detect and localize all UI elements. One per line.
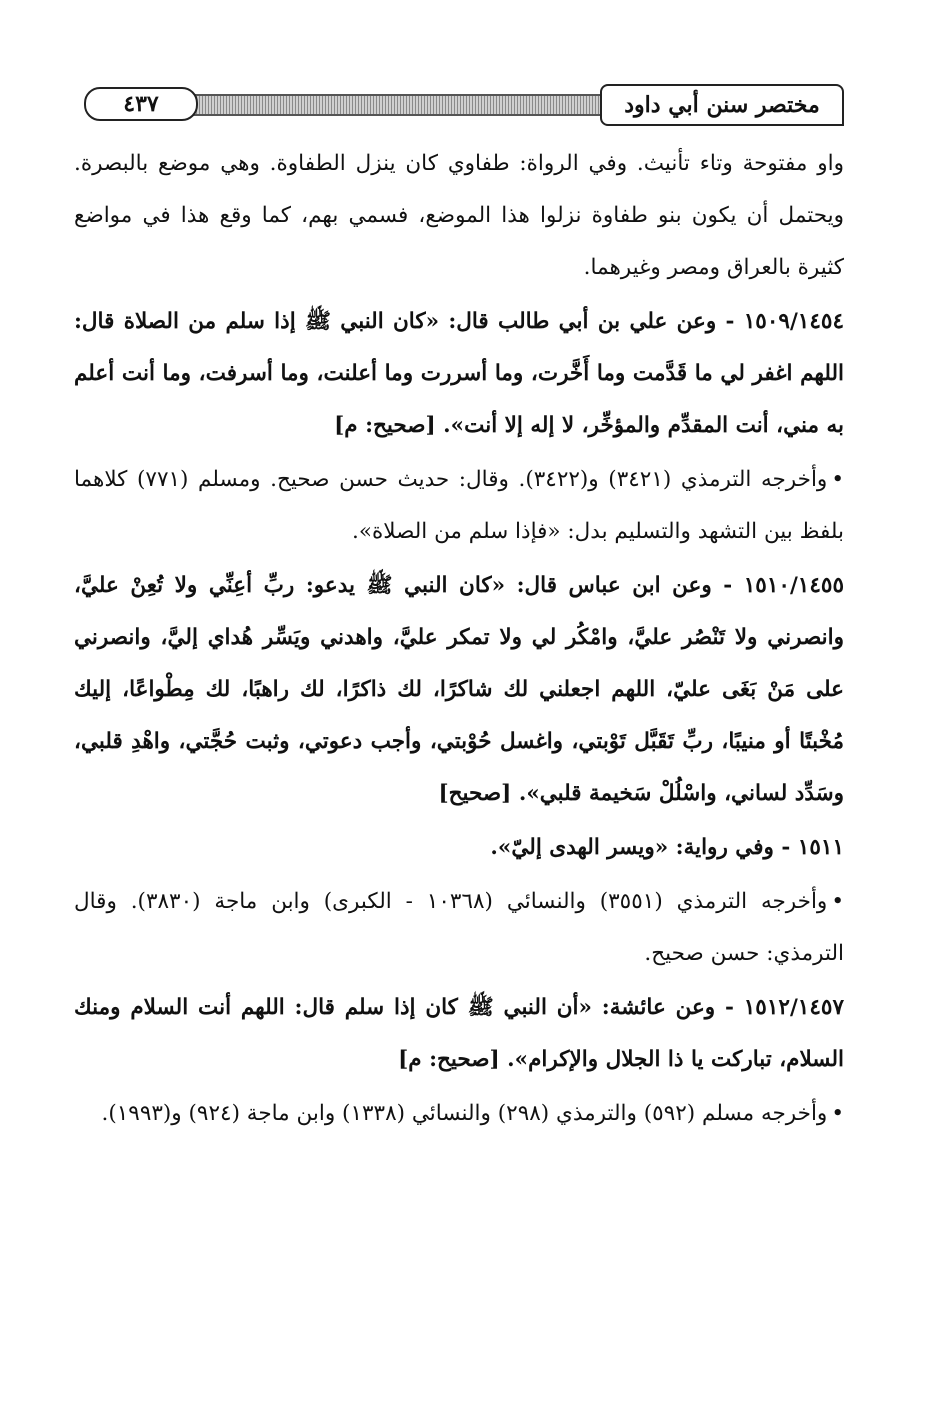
page-header [74,84,844,126]
paragraph-text: ١٥٠٩/١٤٥٤ - وعن علي بن أبي طالب قال: «كان النبي ﷺ إذا سلم من الصلاة قال: اللهم اغفر لي ما قَدَّمت وما أَخَّرت، وما أسررت وما أعلنت، وما أسرفت، وما أنت أعلم به مني، أنت المقدِّم والمؤخِّر، لا إله إلا أنت». [صحيح: م] [74,309,844,438]
commentary-paragraph [74,138,844,294]
bullet-icon: • [831,889,845,914]
bullet-icon: • [831,1101,844,1126]
takhrij-1512 [74,1088,844,1140]
bullet-icon: • [831,467,845,492]
takhrij-1510 [74,876,844,980]
book-title: مختصر سنن أبي داود [600,84,844,126]
paragraph-text: وأخرجه الترمذي (٣٥٥١) والنسائي (١٠٣٦٨ - الكبرى) وابن ماجة (٣٨٣٠). وقال الترمذي: حسن صحيح. [74,889,844,966]
hadith-1511 [74,822,844,874]
paragraph-text: ١٥١٢/١٤٥٧ - وعن عائشة: «أن النبي ﷺ كان إذا سلم قال: اللهم أنت السلام ومنك السلام، تباركت يا ذا الجلال والإكرام». [صحيح: م] [74,995,844,1072]
page-body [74,138,844,1278]
paragraph-text: وأخرجه مسلم (٥٩٢) والترمذي (٢٩٨) والنسائي (١٣٣٨) وابن ماجة (٩٢٤) و(١٩٩٣). [101,1101,828,1126]
takhrij-1509 [74,454,844,558]
paragraph-text: واو مفتوحة وتاء تأنيث. وفي الرواة: طفاوي كان ينزل الطفاوة. وهي موضع بالبصرة. ويحتمل أن يكون بنو طفاوة نزلوا هذا الموضع، فسمي بهم، كما وقع هذا في مواضع كثيرة بالعراق ومصر وغيرهما. [74,151,844,280]
page-number: ٤٣٧ [84,87,198,121]
paragraph-text: ١٥١٠/١٤٥٥ - وعن ابن عباس قال: «كان النبي ﷺ يدعو: ربِّ أعِنِّي ولا تُعِنْ عليَّ، وانصرني ولا تَنْصُر عليَّ، وامْكُر لي ولا تمكر عليَّ، واهدني ويَسِّر هُداي إليَّ، وانصرني على مَنْ بَغَى عليّ، اللهم اجعلني لك شاكرًا، لك ذاكرًا، لك راهبًا، لك مِطْواعًا، إليك مُخْبتًا أو منيبًا، ربِّ تَقَبَّل تَوْبتي، واغسل حُوْبتي، وأجب دعوتي، وثبت حُجَّتي، واهْدِ قلبي، وسَدِّد لساني، واسْلُلْ سَخيمة قلبي». [صحيح] [74,573,844,806]
paragraph-text: وأخرجه الترمذي (٣٤٢١) و(٣٤٢٢). وقال: حديث حسن صحيح. ومسلم (٧٧١) كلاهما بلفظ بين التشهد والتسليم بدل: «فإذا سلم من الصلاة». [74,467,844,544]
hadith-1510 [74,560,844,820]
hadith-1509 [74,296,844,452]
paragraph-text: ١٥١١ - وفي رواية: «ويسر الهدى إليّ». [490,835,844,860]
hadith-1512 [74,982,844,1086]
